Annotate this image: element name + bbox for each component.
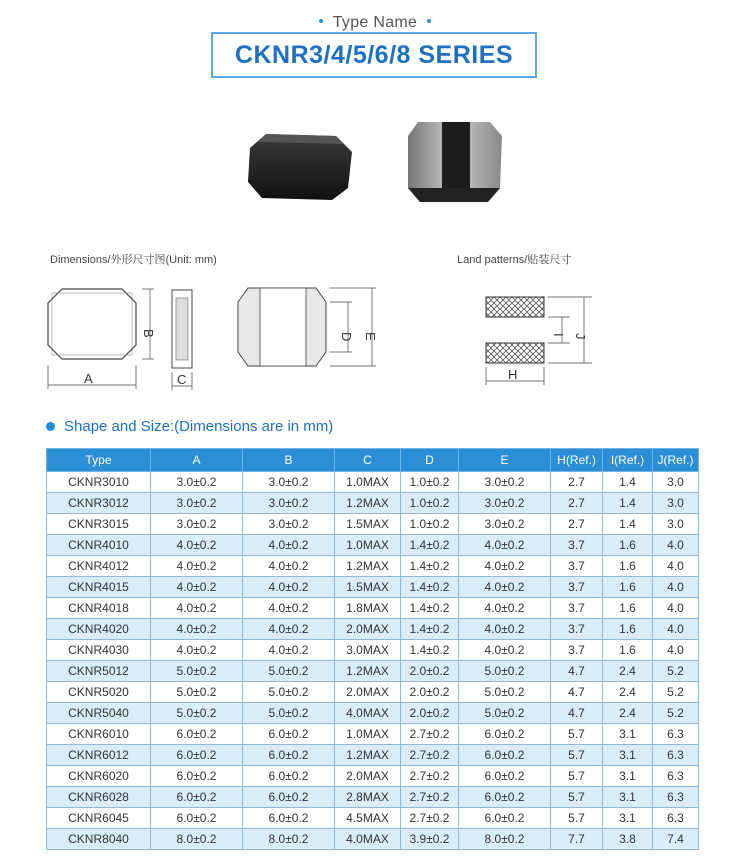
value-cell: 4.0±0.2 (151, 598, 243, 619)
value-cell: 3.8 (603, 829, 653, 850)
value-cell: 2.7 (551, 472, 603, 493)
table-row (47, 514, 699, 535)
value-cell: 4.0±0.2 (151, 577, 243, 598)
type-cell: CKNR6010 (47, 724, 151, 745)
value-cell: 5.7 (551, 787, 603, 808)
type-cell: CKNR4015 (47, 577, 151, 598)
value-cell: 6.0±0.2 (151, 724, 243, 745)
table-row (47, 472, 699, 493)
type-cell: CKNR8040 (47, 829, 151, 850)
value-cell: 4.7 (551, 682, 603, 703)
value-cell: 2.0MAX (335, 619, 401, 640)
value-cell: 2.7±0.2 (401, 808, 459, 829)
value-cell: 4.0±0.2 (151, 535, 243, 556)
value-cell: 3.0±0.2 (459, 472, 551, 493)
value-cell: 1.2MAX (335, 556, 401, 577)
top-view-drawing (30, 275, 160, 395)
value-cell: 2.0±0.2 (401, 661, 459, 682)
dimensions-caption: Dimensions/外形尺寸图(Unit: mm) (50, 254, 217, 266)
table-row (47, 640, 699, 661)
value-cell: 4.0 (653, 619, 699, 640)
type-cell: CKNR5012 (47, 661, 151, 682)
value-cell: 1.0±0.2 (401, 472, 459, 493)
value-cell: 4.0±0.2 (459, 535, 551, 556)
value-cell: 5.0±0.2 (459, 703, 551, 724)
value-cell: 4.0 (653, 556, 699, 577)
value-cell: 3.0±0.2 (459, 493, 551, 514)
value-cell: 2.4 (603, 682, 653, 703)
value-cell: 1.2MAX (335, 745, 401, 766)
value-cell: 3.0 (653, 493, 699, 514)
value-cell: 1.6 (603, 556, 653, 577)
value-cell: 8.0±0.2 (243, 829, 335, 850)
type-cell: CKNR6045 (47, 808, 151, 829)
value-cell: 1.4±0.2 (401, 619, 459, 640)
value-cell: 2.0±0.2 (401, 682, 459, 703)
type-cell: CKNR3015 (47, 514, 151, 535)
column-header: B (243, 449, 335, 472)
value-cell: 3.1 (603, 745, 653, 766)
table-row (47, 808, 699, 829)
value-cell: 6.0±0.2 (151, 808, 243, 829)
table-row (47, 724, 699, 745)
value-cell: 2.0MAX (335, 682, 401, 703)
value-cell: 4.0±0.2 (459, 577, 551, 598)
value-cell: 6.0±0.2 (459, 745, 551, 766)
value-cell: 2.8MAX (335, 787, 401, 808)
column-header: E (459, 449, 551, 472)
value-cell: 3.0±0.2 (243, 514, 335, 535)
type-cell: CKNR6020 (47, 766, 151, 787)
value-cell: 5.0±0.2 (459, 682, 551, 703)
value-cell: 1.4±0.2 (401, 598, 459, 619)
value-cell: 1.0MAX (335, 535, 401, 556)
value-cell: 8.0±0.2 (151, 829, 243, 850)
value-cell: 4.5MAX (335, 808, 401, 829)
dim-label-h: H (508, 367, 518, 382)
type-name-label: Type Name (332, 14, 418, 31)
value-cell: 1.2MAX (335, 493, 401, 514)
value-cell: 1.4 (603, 493, 653, 514)
section-heading (46, 418, 333, 435)
value-cell: 1.6 (603, 535, 653, 556)
value-cell: 5.7 (551, 724, 603, 745)
table-row (47, 703, 699, 724)
value-cell: 3.0±0.2 (459, 514, 551, 535)
value-cell: 3.0MAX (335, 640, 401, 661)
value-cell: 4.0±0.2 (243, 619, 335, 640)
value-cell: 1.0±0.2 (401, 514, 459, 535)
value-cell: 4.0±0.2 (459, 619, 551, 640)
value-cell: 1.4 (603, 514, 653, 535)
value-cell: 6.0±0.2 (151, 745, 243, 766)
value-cell: 4.0 (653, 598, 699, 619)
type-cell: CKNR4010 (47, 535, 151, 556)
table-row (47, 787, 699, 808)
table-row (47, 745, 699, 766)
column-header: J(Ref.) (653, 449, 699, 472)
value-cell: 2.7 (551, 493, 603, 514)
type-cell: CKNR3012 (47, 493, 151, 514)
value-cell: 6.0±0.2 (243, 808, 335, 829)
value-cell: 2.7±0.2 (401, 787, 459, 808)
value-cell: 3.7 (551, 640, 603, 661)
value-cell: 4.0±0.2 (243, 556, 335, 577)
value-cell: 2.7±0.2 (401, 724, 459, 745)
value-cell: 4.0MAX (335, 829, 401, 850)
dim-label-i: I (551, 333, 566, 337)
table-row (47, 829, 699, 850)
value-cell: 1.4±0.2 (401, 640, 459, 661)
series-title-box (211, 32, 537, 78)
value-cell: 1.6 (603, 598, 653, 619)
dot-icon (427, 19, 431, 23)
dim-label-e: E (363, 332, 378, 341)
value-cell: 3.0 (653, 514, 699, 535)
value-cell: 4.0 (653, 535, 699, 556)
value-cell: 5.7 (551, 745, 603, 766)
column-header: C (335, 449, 401, 472)
table-row (47, 535, 699, 556)
value-cell: 6.0±0.2 (151, 787, 243, 808)
value-cell: 6.0±0.2 (243, 787, 335, 808)
value-cell: 4.0±0.2 (459, 556, 551, 577)
column-header: A (151, 449, 243, 472)
value-cell: 6.0±0.2 (459, 724, 551, 745)
value-cell: 6.3 (653, 745, 699, 766)
value-cell: 1.0±0.2 (401, 493, 459, 514)
value-cell: 6.3 (653, 766, 699, 787)
column-header: I(Ref.) (603, 449, 653, 472)
value-cell: 3.0±0.2 (151, 493, 243, 514)
value-cell: 5.0±0.2 (459, 661, 551, 682)
value-cell: 1.4±0.2 (401, 535, 459, 556)
value-cell: 6.0±0.2 (459, 787, 551, 808)
value-cell: 4.0±0.2 (243, 535, 335, 556)
dim-label-c: C (177, 372, 187, 387)
table-row (47, 766, 699, 787)
value-cell: 6.0±0.2 (243, 745, 335, 766)
column-header: D (401, 449, 459, 472)
section-title: Shape and Size:(Dimensions are in mm) (64, 418, 334, 435)
value-cell: 6.3 (653, 787, 699, 808)
value-cell: 3.0±0.2 (243, 493, 335, 514)
value-cell: 2.0±0.2 (401, 703, 459, 724)
value-cell: 4.7 (551, 703, 603, 724)
dim-label-j: J (573, 333, 588, 340)
value-cell: 5.7 (551, 766, 603, 787)
value-cell: 6.0±0.2 (459, 766, 551, 787)
value-cell: 2.7±0.2 (401, 745, 459, 766)
value-cell: 5.0±0.2 (151, 703, 243, 724)
value-cell: 6.3 (653, 724, 699, 745)
value-cell: 5.2 (653, 661, 699, 682)
value-cell: 1.5MAX (335, 514, 401, 535)
value-cell: 4.0 (653, 577, 699, 598)
type-cell: CKNR4012 (47, 556, 151, 577)
inductor-photo-top (244, 130, 354, 202)
value-cell: 3.1 (603, 766, 653, 787)
type-name-heading (0, 14, 750, 32)
value-cell: 4.0±0.2 (243, 598, 335, 619)
value-cell: 5.0±0.2 (243, 682, 335, 703)
type-cell: CKNR3010 (47, 472, 151, 493)
value-cell: 2.7 (551, 514, 603, 535)
value-cell: 5.0±0.2 (243, 661, 335, 682)
value-cell: 1.0MAX (335, 472, 401, 493)
value-cell: 3.7 (551, 556, 603, 577)
dot-icon (319, 19, 323, 23)
value-cell: 3.1 (603, 787, 653, 808)
type-cell: CKNR6012 (47, 745, 151, 766)
value-cell: 4.0±0.2 (243, 640, 335, 661)
column-header: H(Ref.) (551, 449, 603, 472)
table-row (47, 577, 699, 598)
value-cell: 4.0±0.2 (459, 598, 551, 619)
value-cell: 3.1 (603, 724, 653, 745)
value-cell: 7.7 (551, 829, 603, 850)
pad-bottom (486, 343, 544, 363)
type-cell: CKNR5020 (47, 682, 151, 703)
value-cell: 4.0±0.2 (151, 640, 243, 661)
value-cell: 3.1 (603, 808, 653, 829)
value-cell: 4.0MAX (335, 703, 401, 724)
value-cell: 3.9±0.2 (401, 829, 459, 850)
value-cell: 3.7 (551, 619, 603, 640)
value-cell: 1.8MAX (335, 598, 401, 619)
type-cell: CKNR6028 (47, 787, 151, 808)
dim-label-d: D (339, 332, 354, 342)
value-cell: 5.2 (653, 682, 699, 703)
value-cell: 1.2MAX (335, 661, 401, 682)
value-cell: 4.7 (551, 661, 603, 682)
series-title: CKNR3/4/5/6/8 SERIES (234, 41, 514, 69)
value-cell: 5.0±0.2 (151, 682, 243, 703)
front-view-drawing (230, 280, 380, 380)
land-pattern-drawing (470, 285, 600, 395)
shape-size-table (46, 448, 699, 850)
pad-top (486, 297, 544, 317)
value-cell: 7.4 (653, 829, 699, 850)
value-cell: 2.4 (603, 661, 653, 682)
value-cell: 8.0±0.2 (459, 829, 551, 850)
value-cell: 6.0±0.2 (459, 808, 551, 829)
value-cell: 1.6 (603, 577, 653, 598)
type-cell: CKNR4030 (47, 640, 151, 661)
inductor-photo-side (404, 118, 504, 208)
type-cell: CKNR5040 (47, 703, 151, 724)
value-cell: 3.7 (551, 577, 603, 598)
bullet-icon (46, 422, 55, 431)
side-view-drawing (160, 280, 210, 395)
dim-label-b: B (141, 329, 156, 338)
column-header: Type (47, 449, 151, 472)
table-row (47, 598, 699, 619)
value-cell: 3.0±0.2 (151, 514, 243, 535)
value-cell: 1.4±0.2 (401, 556, 459, 577)
value-cell: 3.7 (551, 598, 603, 619)
table-row (47, 619, 699, 640)
value-cell: 6.0±0.2 (151, 766, 243, 787)
value-cell: 2.7±0.2 (401, 766, 459, 787)
value-cell: 2.0MAX (335, 766, 401, 787)
value-cell: 1.6 (603, 619, 653, 640)
value-cell: 5.7 (551, 808, 603, 829)
value-cell: 4.0±0.2 (151, 556, 243, 577)
value-cell: 6.3 (653, 808, 699, 829)
value-cell: 2.4 (603, 703, 653, 724)
type-cell: CKNR4018 (47, 598, 151, 619)
value-cell: 1.0MAX (335, 724, 401, 745)
value-cell: 3.0±0.2 (151, 472, 243, 493)
value-cell: 5.0±0.2 (243, 703, 335, 724)
land-patterns-caption: Land patterns/贴装尺寸 (457, 254, 572, 266)
value-cell: 4.0±0.2 (459, 640, 551, 661)
value-cell: 3.7 (551, 535, 603, 556)
table-row (47, 556, 699, 577)
value-cell: 4.0±0.2 (243, 577, 335, 598)
value-cell: 1.4 (603, 472, 653, 493)
type-cell: CKNR4020 (47, 619, 151, 640)
value-cell: 1.5MAX (335, 577, 401, 598)
table-row (47, 493, 699, 514)
value-cell: 4.0±0.2 (151, 619, 243, 640)
value-cell: 4.0 (653, 640, 699, 661)
table-row (47, 682, 699, 703)
table-row (47, 661, 699, 682)
value-cell: 6.0±0.2 (243, 724, 335, 745)
value-cell: 5.2 (653, 703, 699, 724)
value-cell: 1.6 (603, 640, 653, 661)
table-header-row (47, 449, 699, 472)
value-cell: 1.4±0.2 (401, 577, 459, 598)
dim-label-a: A (84, 371, 93, 386)
value-cell: 6.0±0.2 (243, 766, 335, 787)
value-cell: 3.0±0.2 (243, 472, 335, 493)
value-cell: 3.0 (653, 472, 699, 493)
value-cell: 5.0±0.2 (151, 661, 243, 682)
